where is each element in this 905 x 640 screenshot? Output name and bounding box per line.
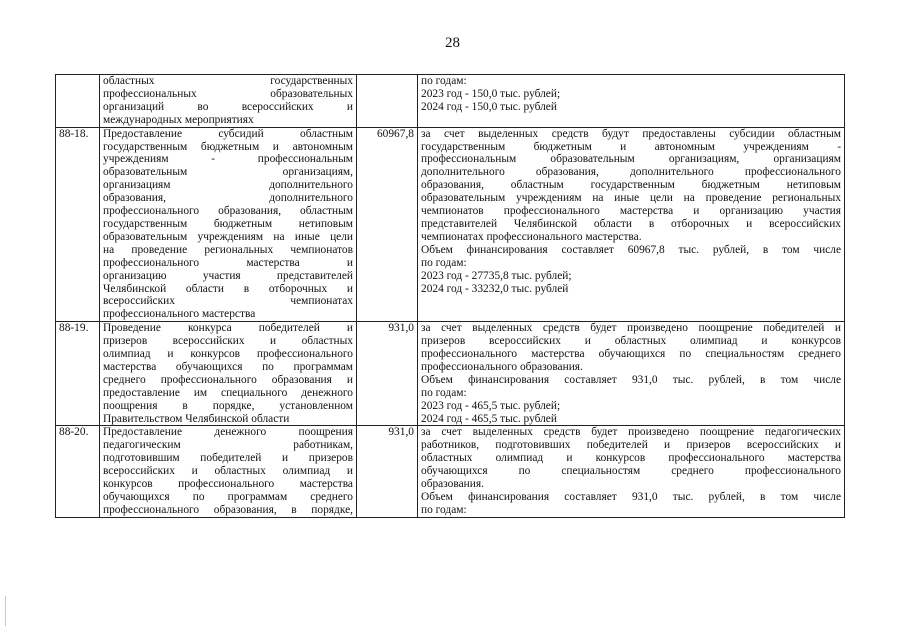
description-line: за счет выделенных средств будет произведено поощрение победителей и [421, 322, 841, 335]
row-number-cell: 88-18. [56, 127, 100, 322]
description-cell [418, 426, 845, 517]
table-row [56, 75, 845, 128]
table-row [56, 426, 845, 517]
activity-name-line: организаций во всероссийских и [103, 100, 353, 113]
description-line: чемпионатов профессионального мастерства и организацию участия [421, 205, 841, 218]
amount-cell: 931,0 [357, 322, 418, 426]
description-line: областных олимпиад и конкурсов профессионального мастерства [421, 452, 841, 465]
description-line: 2024 год - 150,0 тыс. рублей [421, 100, 557, 113]
description-line: Объем финансирования составляет 60967,8 тыс. рублей, в том числе [421, 243, 841, 256]
activity-name-cell [100, 322, 357, 426]
activity-name-line: организацию участия представителей [103, 269, 353, 282]
description-line: работников, подготовивших победителей и призеров всероссийских и [421, 439, 841, 452]
description-cell [418, 127, 845, 322]
description-line: 2023 год - 27735,8 тыс. рублей; [421, 269, 572, 282]
description-line: за счет выделенных средств будут предоставлены субсидии областным [421, 127, 841, 140]
activity-name-line: образовательным учреждениям на иные цели [103, 230, 353, 243]
description-line: дополнительного образования, дополнительного профессионального [421, 166, 841, 179]
activity-name-cell [100, 127, 357, 322]
activity-name-cell [100, 75, 357, 128]
amount-cell: 60967,8 [357, 127, 418, 322]
activity-name-line: призеров всероссийских и областных [103, 335, 353, 348]
description-line: профессиональным образовательным организациям, организациям [421, 153, 841, 166]
description-cell [418, 322, 845, 426]
activity-name-line: конкурсов профессионального мастерства [103, 478, 353, 491]
activity-name-line: государственным бюджетным нетиповым [103, 217, 353, 230]
description-line: за счет выделенных средств будет произведено поощрение педагогических [421, 426, 841, 439]
activity-name-line: профессионального образования, областным [103, 205, 353, 218]
description-line: по годам: [421, 75, 467, 87]
activity-name-line: учреждениям - профессиональным [103, 153, 353, 166]
activity-name-line: образовательным организациям, [103, 166, 353, 179]
activity-name-line: профессионального мастерства и [103, 256, 353, 269]
description-line: чемпионатах профессионального мастерства. [421, 230, 642, 243]
activity-name-line: Предоставление денежного поощрения [103, 426, 353, 439]
description-cell [418, 75, 845, 128]
description-line: представителей Челябинской области в отборочных и всероссийских [421, 217, 841, 230]
activity-name-line: всероссийских чемпионатах [103, 295, 353, 308]
activity-name-line: среднего профессионального образования и [103, 373, 353, 386]
description-line: 2023 год - 465,5 тыс. рублей; [421, 399, 561, 412]
table-row [56, 127, 845, 322]
description-line: по годам: [421, 256, 467, 269]
activity-name-line: Правительством Челябинской области [103, 412, 290, 425]
activity-name-line: обучающихся по программам среднего [103, 491, 353, 503]
activity-name-line: всероссийских и областных олимпиад и [103, 465, 353, 478]
activity-name-line: на проведение региональных чемпионатов [103, 243, 353, 256]
description-line: государственным бюджетным и автономным учреждениям - [421, 140, 841, 153]
activity-name-line: поощрения в порядке, установленном [103, 399, 353, 412]
activity-name-line: Предоставление субсидий областным [103, 127, 353, 140]
description-line: профессионального образования. [421, 360, 583, 373]
description-line: 2024 год - 33232,0 тыс. рублей [421, 282, 569, 295]
description-line: 2023 год - 150,0 тыс. рублей; [421, 87, 561, 100]
row-number-cell: 88-19. [56, 322, 100, 426]
amount-cell [357, 75, 418, 128]
activity-name-cell [100, 426, 357, 517]
activity-name-line: международных мероприятиях [103, 113, 254, 126]
activity-name-line: педагогическим работникам, [103, 439, 353, 452]
activity-name-line: профессионального мастерства [103, 308, 256, 321]
activity-name-line: образования, дополнительного [103, 192, 353, 205]
description-line: призеров всероссийских и областных олимпиад и конкурсов [421, 335, 841, 348]
activity-name-line: профессионального образования, в порядке, [103, 503, 353, 516]
activity-name-line: Челябинской области в отборочных и [103, 282, 353, 295]
description-line: образовательным учреждениям на иные цели на проведение региональных [421, 192, 841, 205]
activity-name-line: мастерства обучающихся по программам [103, 360, 353, 373]
description-line: образования, областным государственным бюджетным нетиповым [421, 179, 841, 192]
description-line: образования. [421, 478, 484, 491]
description-line: обучающихся по специальностям среднего профессионального [421, 465, 841, 478]
row-number-cell: 88-20. [56, 426, 100, 517]
activity-name-line: организациям дополнительного [103, 179, 353, 192]
row-number-cell [56, 75, 100, 128]
description-line: профессионального мастерства обучающихся по специальностям среднего [421, 348, 841, 361]
description-line: 2024 год - 465,5 тыс. рублей [421, 412, 557, 425]
page-number: 28 [445, 35, 460, 51]
activity-name-line: подготовившим победителей и призеров [103, 452, 353, 465]
activity-name-line: областных государственных [103, 75, 353, 87]
description-line: по годам: [421, 386, 467, 399]
description-line: по годам: [421, 503, 467, 516]
table-body [56, 75, 845, 518]
description-line: Объем финансирования составляет 931,0 тыс. рублей, в том числе [421, 373, 841, 386]
description-line: Объем финансирования составляет 931,0 тыс. рублей, в том числе [421, 491, 841, 503]
activity-name-line: олимпиад и конкурсов профессионального [103, 348, 353, 361]
amount-cell: 931,0 [357, 426, 418, 517]
activity-name-line: Проведение конкурса победителей и [103, 322, 353, 335]
activity-name-line: предоставление им специального денежного [103, 386, 353, 399]
table-row [56, 322, 845, 426]
program-activities-table [55, 74, 845, 518]
activity-name-line: профессиональных образовательных [103, 87, 353, 100]
scan-edge-mark [5, 596, 6, 626]
activity-name-line: государственным бюджетным и автономным [103, 140, 353, 153]
